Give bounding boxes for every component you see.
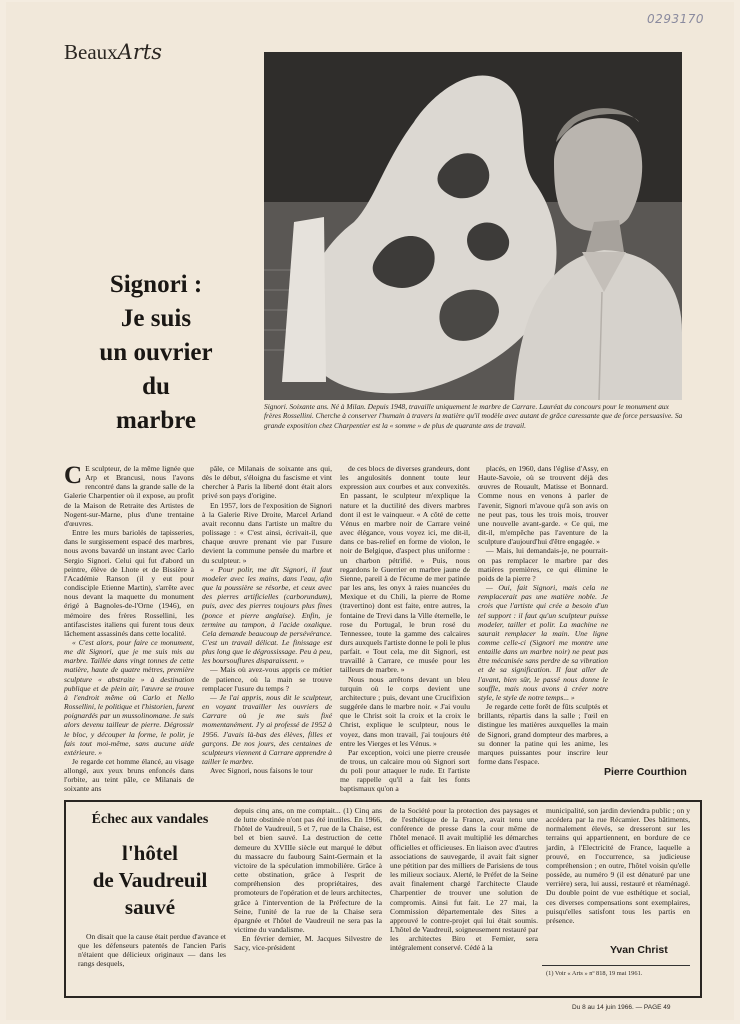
article-column-3 (340, 464, 470, 794)
footnote-divider (542, 965, 690, 966)
paragraph: « C'est alors, pour faire ce monument, me dit Signori, que je me suis mis au marbre. Taillée dans vingt tonnes de cette matière, haute de quatre mètres, première sculpture « abstraite » à destination publique et de plein air, l'œuvre se trouve à l'endroit même où Carlo et Nello Rossellini, le politique et l'historien, furent poignardés par un mussolinomane. Je suis alors devenu tailleur de pierre. Dégrossir le bloc, y découper la forme, le polir, je fais tout moi-même, sans aucune aide extérieure. » (64, 637, 194, 757)
paragraph: On disait que la cause était perdue d'avance et que les défenseurs patentés de l'ancien Paris n'étaient que délicieux originaux — dans les rangs desquels, (78, 932, 226, 969)
section-title-beaux: Beaux (64, 40, 118, 64)
article-column-2 (202, 464, 332, 782)
paragraph: En 1957, lors de l'exposition de Signori à la Galerie Rive Droite, Marcel Arland avait reconnu dans l'artiste un maître du polissage : « C'est ainsi, écrivait-il, que chaque œuvre prenant vie par l'usure devient la commune pensée du marbre et du sculpteur. » (202, 500, 332, 565)
box-title-line: sauvé (124, 895, 176, 919)
headline-line: marbre (115, 407, 197, 434)
headline-line: Je suis (120, 305, 192, 332)
box-column-1 (78, 932, 226, 988)
paragraph: Je regarde cette forêt de fûts sculptés et brillants, répartis dans la salle ; l'œil en distingue les matières auxquelles la main de Signori, grand dompteur des marbres, a su donner la patine qui les anime, les marques puissantes pour inscrire leur forme dans l'espace. (478, 702, 608, 766)
box-title-line: l'hôtel (122, 841, 178, 865)
handwritten-note: 0293170 (647, 12, 704, 26)
photo-caption: Signori. Soixante ans. Né à Milan. Depuis 1948, travaille uniquement le marbre de Carrare. Lauréat du concours pour le monument aux frères Rossellini. Cherche à conserver l'humain à travers la matière qu'il modèle avec autant de grâce caressante que de force persuasive. Sa grande exposition chez Charpentier est la « somme » de plus de quarante ans de travail. (264, 402, 683, 430)
article-signature: Pierre Courthion (604, 766, 687, 778)
sculptor-photo-illustration (264, 52, 682, 400)
footnote: (1) Voir « Arts » nº 818, 19 mai 1961. (546, 970, 643, 977)
paragraph: de la Société pour la protection des paysages et de l'esthétique de la France, avait tenu une conférence de presse dans la cour même de l'hôtel menacé. Il avait multiplié les démarches officielles et officieuses. En liaison avec d'autres associations de sauvegarde, il avait fait signer une pétition par des milliers de Parisiens de tous les milieux sociaux. Alerté, le Préfet de la Seine avait finalement chargé l'architecte Claude Charpentier de trouver une solution de compromis. Ainsi fut fait. Le 27 mai, la Commission départementale des Sites a approuvé le contre-projet qui lui était soumis. L'hôtel de Vaudreuil, soigneusement restauré par les architectes Biro et Fernier, sera intégralement conservé. Cédé à la (390, 806, 538, 953)
paragraph: Nous nous arrêtons devant un bleu turquin où le corps devient une architecture ; puis, devant une Crucifixion suggérée dans le marbre noir. « J'ai voulu que le Christ soit la croix et la croix le Christ, explique le sculpteur, nous le voyez, dans mon travail, j'ai toujours été entre les Vierges et les Vénus. » (340, 674, 470, 748)
article-headline (66, 268, 246, 438)
paragraph: — Oui, fait Signori, mais cela ne remplacerait pas une matière noble. Je crois que l'artiste qui crée a besoin d'un tel support : il faut qu'un sculpteur puisse modeler, tailler et polir. La machine ne saurait remplacer la main. Une ligne comme celle-ci (Signori me montre une entaille dans un marbre noir) ne peut pas être mécanisée sans perdre de sa vibration et de sa signification. Il faut aller de l'avant, bien sûr, le passé nous donne le souffle, mais nous avons à créer notre style, le style de notre temps... » (478, 583, 608, 702)
box-column-3 (390, 806, 538, 990)
section-title-arts: Arts (117, 40, 163, 64)
paragraph: — Je l'ai appris, nous dit le sculpteur, en voyant travailler les ouvriers de Carrare où je me suis fixé momentanément. J'y ai professé de 1952 à 1956. J'avais là-bas des élèves, filles et garçons. De nos jours, des centaines de sculpteurs viennent à Carrare apprendre à tailler le marbre. (202, 692, 332, 766)
paragraph: Par exception, voici une pierre creusée de trous, un calcaire mou où Signori sort du poli pour attaquer le rude. Et l'artiste me rappelle qu'il a fait les fonts baptismaux qu'on a (340, 747, 470, 794)
box-column-2 (234, 806, 382, 990)
box-signature: Yvan Christ (610, 944, 668, 956)
paragraph: E sculpteur, de la même lignée que Arp et Brancusi, nous l'avons rencontré dans la grande salle de la Galerie Charpentier où il expose, au profit de la Maison de Retraite des Artistes de Nogent-sur-Marne, plus d'une trentaine d'œuvres. (64, 464, 194, 528)
paragraph: — Mais où avez-vous appris ce métier de patience, où la main se trouve remplacer l'usure du temps ? (202, 665, 332, 693)
paragraph: Avec Signori, nous faisons le tour (210, 766, 313, 776)
paragraph: Entre les murs bariolés de tapisseries, dans le surgissement espacé des marbres, nous avons bavardé un instant avec Carlo Sergio Signori. Celui qui fut d'abord un peintre, élève de Lhote et de Bissière à l'Académie Ranson (il y eut pour condisciple Etienne Martin), s'arrête avec nous devant la maquette du monument érigé à Bagnoles-de-l'Orne (1946), en mémoire des frères Rossellini, les antifascistes italiens qui furent tous deux lâchement assassinés dans cette localité. (64, 528, 194, 638)
headline-line: un ouvrier (99, 339, 213, 366)
paragraph: de ces blocs de diverses grandeurs, dont les angulosités donnent toute leur expression aux courbes et aux convexités. En passant, le sculpteur m'explique la nature et la ductilité des divers marbres dont il est le vainqueur. « A côté de cette Vénus en marbre noir de Carrare veiné avec élégance, vous voyez ici, me dit-il, dans ce bas-relief en forme de violon, le noir de Belgique, d'aspect plus uniforme : un charbon pétrifié. » Puis, nous regardons le Guerrier en marbre jaune de Sienne, pareil à de l'écume de mer patinée par les ans, les onyx à raies nuancées du Mexique et du Chili, la pierre de Rome (travertino) dont est faite, entre autres, la fontaine de Trevi dans la Ville éternelle, le rose du Portugal, le brun rosé du Tennessee, toute la gamme des calcaires durs auxquels l'artiste donne le poli le plus parfait. « Tout cela, me dit Signori, est travaillé à Carrare, ce musée pour les tailleurs de marbre. » (340, 464, 470, 675)
newspaper-page (6, 2, 734, 1020)
paragraph: « Pour polir, me dit Signori, il faut modeler avec les mains, dans l'eau, afin que la poussière se résorbe, et ceux avec des pierres artificielles (carborundum), puis, avec des pierres toujours plus fines (ponce et pierre anglaise). Enfin, je termine au tampon, à l'acide oxalique. Cela demande beaucoup de persévérance. C'est un travail délicat. Le finissage est plus long que le dégrossissage. Peu à peu, les boursouflures disparaissent. » (202, 564, 332, 666)
paragraph: En février dernier, M. Jacques Silvestre de Sacy, vice-président (234, 934, 382, 953)
section-title (64, 40, 162, 65)
page-folio: Du 8 au 14 juin 1966. — PAGE 49 (572, 1004, 671, 1011)
paragraph: pâle, ce Milanais de soixante ans qui, dès le début, s'éloigna du fascisme et vint chercher à Paris la liberté dont était alors privé son pays d'origine. (202, 464, 332, 501)
box-title-small: Échec aux vandales (91, 812, 209, 827)
headline-line: du (142, 373, 170, 400)
article-column-1 (64, 462, 194, 794)
box-title-large (76, 840, 224, 921)
box-title-line: de Vaudreuil (92, 868, 208, 892)
paragraph: placés, en 1960, dans l'église d'Assy, en Haute-Savoie, où se trouvent déjà des œuvres de Rouault, Matisse et Bonnard. Comme nous en venons à parler de l'avenir, Signori m'avoue qu'à son avis on ne peut pas, tous les trois mois, trouver une nouvelle avant-garde. « Ce qui, me dit-il, m'empêche pas l'aventure de la sculpture d'aujourd'hui d'être engagée. » (478, 464, 608, 547)
paragraph: municipalité, son jardin deviendra public ; on y accédera par la rue Récamier. Des bâtiments, normalement élevés, se dresseront sur les terrains qui appartiennent, en bordure de ce jardin, à l'Electricité de France, laquelle a prouvé, en l'occurrence, sa judicieuse compréhension ; en outre, l'hôtel voisin qu'elle possède, au numéro 9 (il est dénaturé par une verrière) sera, lui aussi, restauré et réaménagé. Du double point de vue esthétique et social, ces diverses compensations sont exemplaires, puisqu'elles satisfont tous les partis en présence. (546, 806, 690, 925)
paragraph: depuis cinq ans, on me comptait... (1) Cinq ans de lutte obstinée n'ont pas été inutiles. En 1966, l'hôtel de Vaudreuil, 5 et 7, rue de la Chaise, est bel et bien sauvé. La destruction de cette demeure du XVIIIe siècle eut marqué le début du massacre du faubourg Saint-Germain et la victoire de la spéculation immobilière. Grâce à cette obstination, grâce à l'esprit de compréhension des propriétaires, des promoteurs de l'opération et de leurs architectes, grâce à l'intervention de la Préfecture de la Seine, l'unité de la rue de la Chaise sera épargnée et l'hôtel de Vaudreuil ne sera pas la victime du vandalisme. (234, 806, 382, 935)
headline-line: Signori : (109, 271, 203, 298)
drop-cap: C (64, 462, 83, 489)
box-column-4 (546, 806, 690, 940)
paragraph: — Mais, lui demandais-je, ne pourrait-on pas remplacer le marbre par des matières premières, ce qui élimine le poids de la pierre ? (478, 546, 608, 583)
article-photo (264, 52, 682, 400)
article-column-4 (478, 464, 608, 766)
paragraph: Je regarde cet homme élancé, au visage allongé, aux yeux bruns enfoncés dans l'orbite, au teint pâle, ce Milanais de soixante ans (64, 757, 194, 794)
